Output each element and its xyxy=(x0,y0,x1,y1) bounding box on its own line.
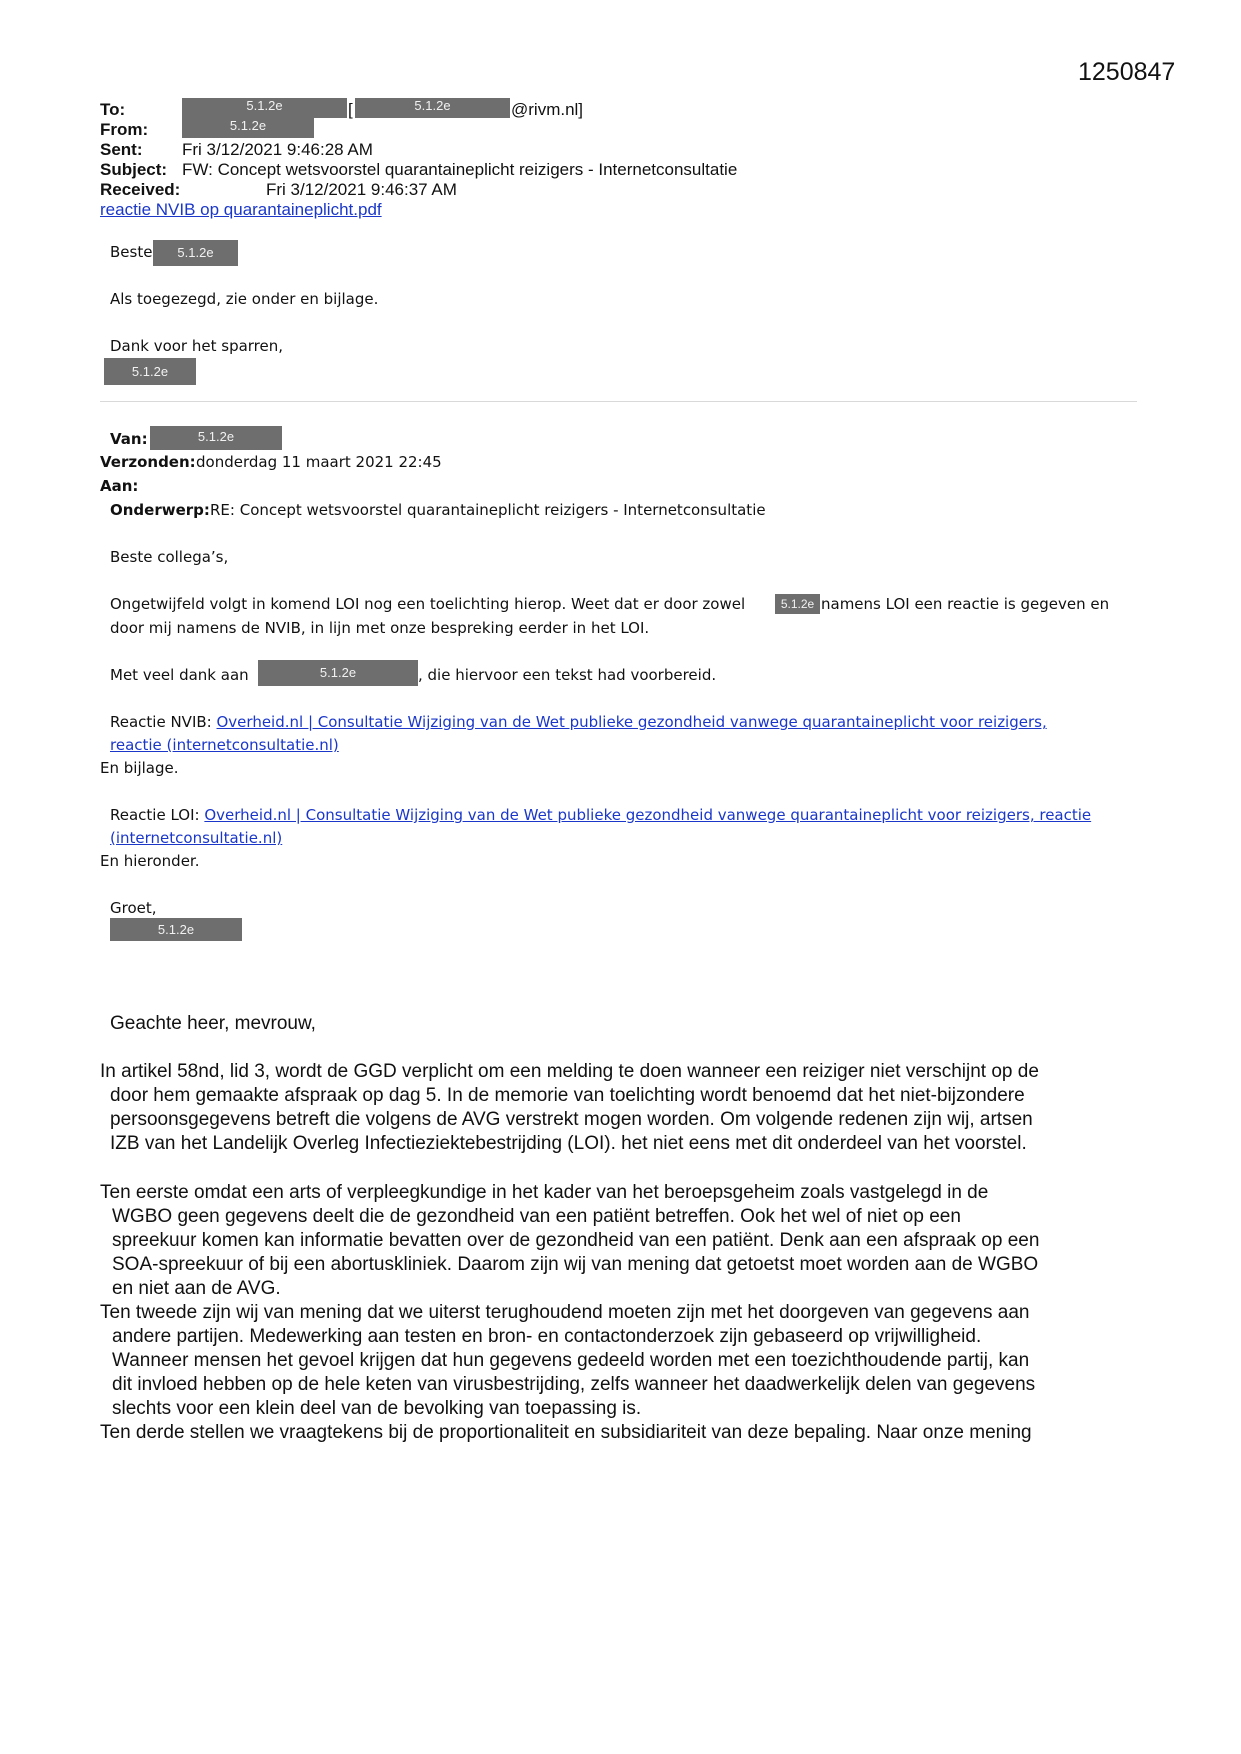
letter-line: andere partijen. Medewerking aan testen en bron- en contactonderzoek zijn gebaseerd op vrijwilligheid. xyxy=(112,1326,982,1347)
received-label: Received: xyxy=(100,180,181,199)
van-label: Van: xyxy=(110,430,148,448)
letter-line: dit invloed hebben op de hele keten van virusbestrijding, zelfs wanneer het daadwerkelijk delen van gegevens xyxy=(112,1374,1036,1395)
letter-line: In artikel 58nd, lid 3, wordt de GGD verplicht om een melding te doen wanneer een reiziger niet verschijnt op de xyxy=(100,1061,1039,1082)
message-line: Dank voor het sparren, xyxy=(110,337,284,355)
letter-paragraph-2 xyxy=(100,1181,1039,1301)
loi-consultation-link[interactable]: (internetconsultatie.nl) xyxy=(110,829,283,847)
redaction-box: 5.1.2e xyxy=(104,358,196,385)
salutation: Geachte heer, mevrouw, xyxy=(110,1013,316,1034)
message-line: Als toegezegd, zie onder en bijlage. xyxy=(110,290,379,308)
redaction-box: 5.1.2e xyxy=(182,98,347,118)
letter-line: Ten derde stellen we vraagtekens bij de proportionaliteit en subsidiariteit van deze bepaling. Naar onze mening xyxy=(100,1422,1032,1443)
letter-line: persoonsgegevens betreft die volgens de AVG verstrekt mogen worden. Om volgende redenen zijn wij, artsen xyxy=(110,1109,1033,1130)
letter-line: WGBO geen gegevens deelt die de gezondheid van een patiënt betreffen. Ook het wel of niet op een xyxy=(112,1206,961,1227)
forward-paragraph: , die hiervoor een tekst had voorbereid. xyxy=(418,666,717,684)
to-bracket: [ xyxy=(348,100,353,119)
nvib-after: En bijlage. xyxy=(100,759,179,777)
redaction-box: 5.1.2e xyxy=(258,660,418,686)
closing: Groet, xyxy=(110,899,157,917)
reactie-nvib-label: Reactie NVIB: xyxy=(110,713,212,731)
letter-line: slechts voor een klein deel van de bevolking van toepassing is. xyxy=(112,1398,642,1419)
loi-after: En hieronder. xyxy=(100,852,200,870)
letter-line: Ten tweede zijn wij van mening dat we uiterst terughoudend moeten zijn met het doorgeven van gegevens aan xyxy=(100,1302,1030,1323)
document-number: 1250847 xyxy=(1078,58,1176,86)
forward-paragraph: namens LOI een reactie is gegeven en xyxy=(821,595,1110,613)
redaction-box: 5.1.2e xyxy=(150,426,282,450)
divider xyxy=(100,401,1137,402)
forward-paragraph: Met veel dank aan xyxy=(110,666,249,684)
redaction-box: 5.1.2e xyxy=(355,98,510,118)
loi-consultation-link[interactable]: Overheid.nl | Consultatie Wijziging van de Wet publieke gezondheid vanwege quarantaineplicht voor reizigers, reactie xyxy=(204,806,1092,824)
from-label: From: xyxy=(100,120,149,139)
sent-value: Fri 3/12/2021 9:46:28 AM xyxy=(182,140,373,159)
verzonden-label: Verzonden: xyxy=(100,453,196,471)
received-value: Fri 3/12/2021 9:46:37 AM xyxy=(266,180,457,199)
to-label: To: xyxy=(100,100,126,119)
forward-greeting: Beste collega’s, xyxy=(110,548,229,566)
letter-line: Wanneer mensen het gevoel krijgen dat hun gegevens gedeeld worden met een toezichthoudende partij, kan xyxy=(112,1350,1030,1371)
redaction-box: 5.1.2e xyxy=(110,918,242,941)
to-address-suffix: @rivm.nl] xyxy=(511,100,584,119)
letter-line: Ten eerste omdat een arts of verpleegkundige in het kader van het beroepsgeheim zoals vastgelegd in de xyxy=(100,1182,989,1203)
redaction-box: 5.1.2e xyxy=(153,240,238,266)
letter-line: en niet aan de AVG. xyxy=(112,1278,281,1299)
reactie-loi-label: Reactie LOI: xyxy=(110,806,200,824)
verzonden-value: donderdag 11 maart 2021 22:45 xyxy=(196,453,442,471)
onderwerp-value: RE: Concept wetsvoorstel quarantaineplicht reizigers - Internetconsultatie xyxy=(210,501,766,519)
redaction-box: 5.1.2e xyxy=(182,118,314,138)
letter-line: spreekuur komen kan informatie bevatten over de gezondheid van een patiënt. Denk aan een afspraak op een xyxy=(112,1230,1040,1251)
subject-label: Subject: xyxy=(100,160,168,179)
letter-paragraph-1 xyxy=(100,1060,1039,1156)
reactie-nvib-line xyxy=(110,710,1047,734)
attachment-link[interactable]: reactie NVIB op quarantaineplicht.pdf xyxy=(100,200,382,219)
onderwerp-label: Onderwerp: xyxy=(110,501,210,519)
aan-label: Aan: xyxy=(100,477,139,495)
nvib-consultation-link[interactable]: Overheid.nl | Consultatie Wijziging van de Wet publieke gezondheid vanwege quarantaineplicht voor reizigers, xyxy=(216,713,1047,731)
forward-paragraph: Ongetwijfeld volgt in komend LOI nog een toelichting hierop. Weet dat er door zowel xyxy=(110,595,746,613)
letter-paragraph-4 xyxy=(100,1421,1032,1445)
subject-value: FW: Concept wetsvoorstel quarantaineplicht reizigers - Internetconsultatie xyxy=(182,160,738,179)
letter-line: door hem gemaakte afspraak op dag 5. In de memorie van toelichting wordt benoemd dat het niet-bijzondere xyxy=(110,1085,1025,1106)
reactie-loi-line xyxy=(110,803,1091,827)
redaction-box: 5.1.2e xyxy=(775,594,820,614)
nvib-consultation-link[interactable]: reactie (internetconsultatie.nl) xyxy=(110,736,339,754)
letter-paragraph-3 xyxy=(100,1301,1035,1421)
sent-label: Sent: xyxy=(100,140,143,159)
letter-line: IZB van het Landelijk Overleg Infectieziektebestrijding (LOI). het niet eens met dit onderdeel van het voorstel. xyxy=(110,1133,1027,1154)
greeting: Beste xyxy=(110,243,153,261)
letter-line: SOA-spreekuur of bij een abortuskliniek. Daarom zijn wij van mening dat getoetst moet worden aan de WGBO xyxy=(112,1254,1039,1275)
forward-paragraph: door mij namens de NVIB, in lijn met onze bespreking eerder in het LOI. xyxy=(110,619,650,637)
